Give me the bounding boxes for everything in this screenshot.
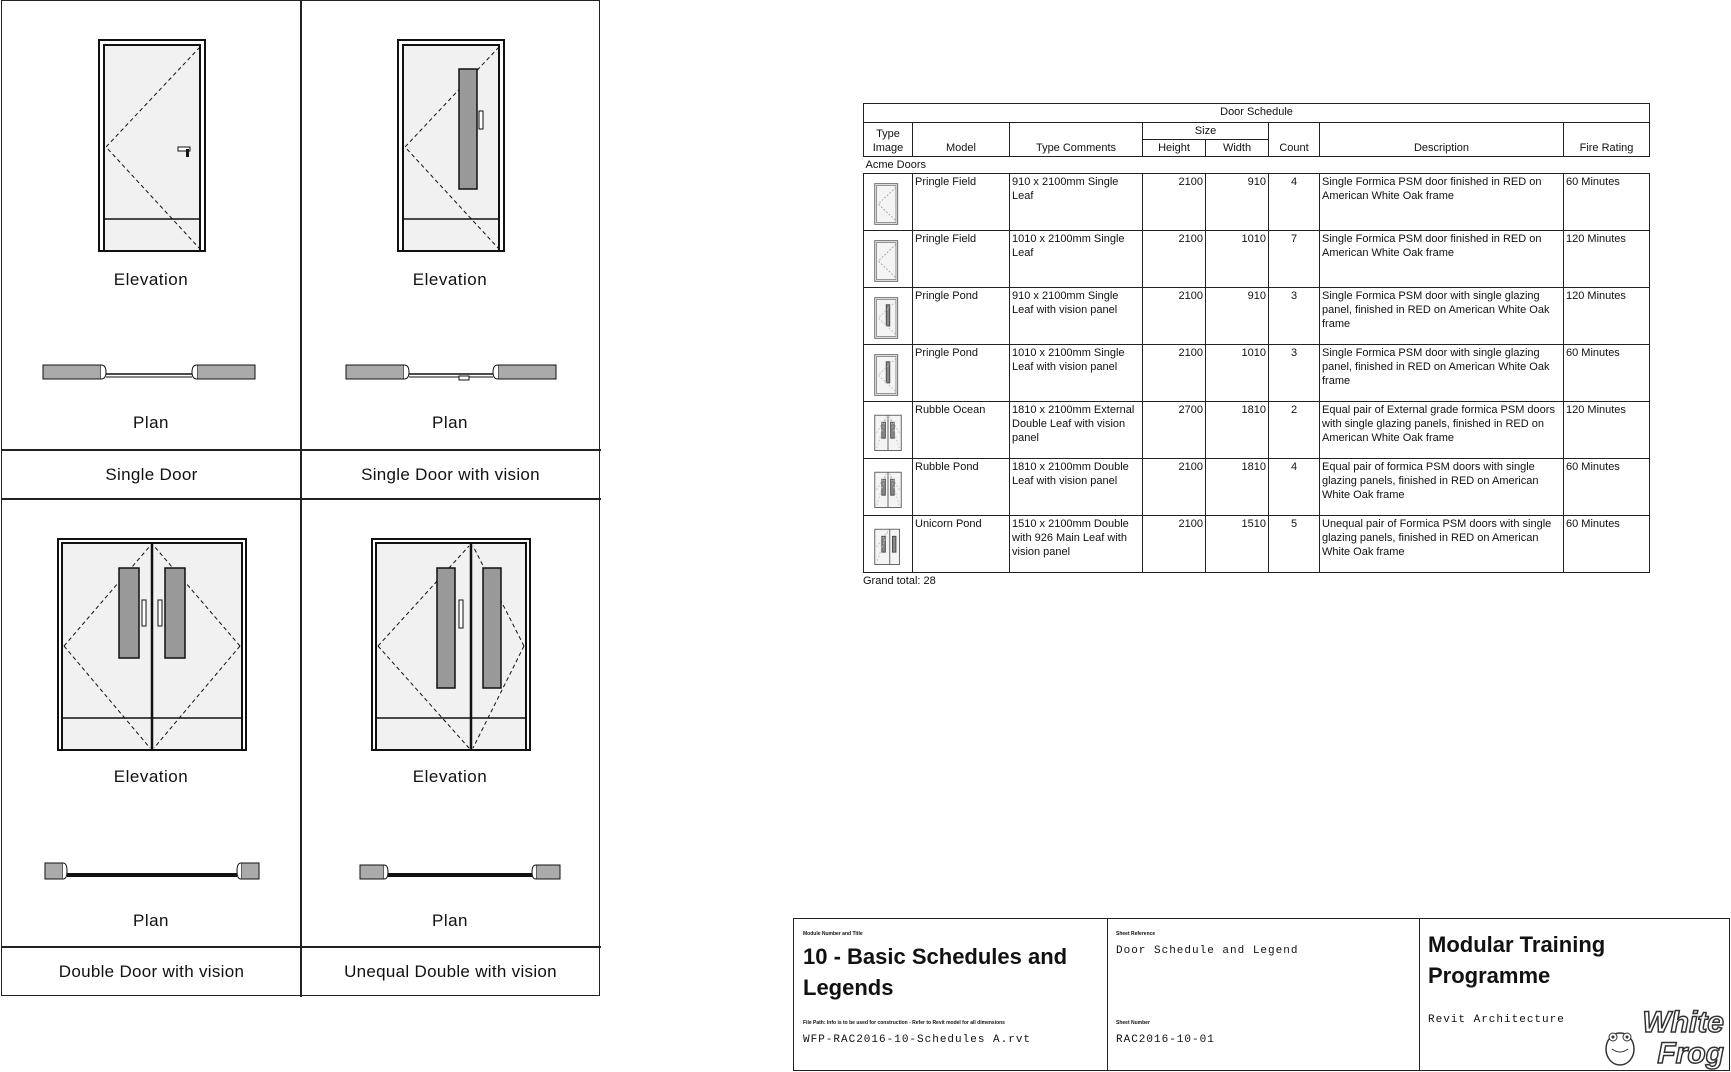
legend-cell-double-door-vision xyxy=(2,499,300,946)
legend-caption-double-door-vision: Double Door with vision xyxy=(58,962,245,981)
door-legend xyxy=(1,0,600,996)
schedule-row xyxy=(864,516,1650,573)
cell-width: 1010 xyxy=(1206,345,1269,402)
cell-width: 910 xyxy=(1206,174,1269,231)
cell-description: Equal pair of External grade formica PSM doors with single glazing panels, finished in RED on American White Oak frame xyxy=(1320,402,1564,459)
legend-caption-unequal-double-vision: Unequal Double with vision xyxy=(344,962,557,981)
single-door-vision-plan-drawing xyxy=(345,359,557,383)
cell-description: Single Formica PSM door finished in RED on American White Oak frame xyxy=(1320,174,1564,231)
sheet-no-caption: Sheet Number xyxy=(1116,1020,1150,1026)
header-fire-rating: Fire Rating xyxy=(1564,123,1650,157)
title-block-module xyxy=(794,919,1108,1070)
sheet-no: RAC2016-10-01 xyxy=(1116,1034,1215,1046)
cell-model: Rubble Pond xyxy=(913,459,1010,516)
header-size: Size xyxy=(1143,123,1269,140)
cell-description: Unequal pair of Formica PSM doors with single glazing panels, finished in RED on American White Oak frame xyxy=(1320,516,1564,573)
cell-fire-rating: 120 Minutes xyxy=(1564,288,1650,345)
legend-caption-single-door-vision: Single Door with vision xyxy=(361,465,540,484)
cell-fire-rating: 60 Minutes xyxy=(1564,345,1650,402)
cell-height: 2700 xyxy=(1143,402,1206,459)
grand-total: Grand total: 28 xyxy=(863,575,936,587)
door-thumbnail-icon xyxy=(873,350,903,400)
legend-cell-single-door-vision xyxy=(301,1,599,449)
unequal-double-elevation-drawing xyxy=(371,538,531,751)
single-door-vision-elevation-drawing xyxy=(397,39,505,252)
programme-title: Modular Training Programme xyxy=(1428,932,1606,988)
cell-model: Pringle Field xyxy=(913,174,1010,231)
elevation-label: Elevation xyxy=(412,767,488,786)
cell-width: 1810 xyxy=(1206,402,1269,459)
cell-width: 1510 xyxy=(1206,516,1269,573)
cell-fire-rating: 120 Minutes xyxy=(1564,231,1650,288)
product-name: Revit Architecture xyxy=(1428,1014,1565,1026)
cell-height: 2100 xyxy=(1143,288,1206,345)
schedule-title: Door Schedule xyxy=(864,104,1650,123)
elevation-label: Elevation xyxy=(113,270,189,289)
module-title: 10 - Basic Schedules and Legends xyxy=(803,944,1068,1000)
cell-description: Single Formica PSM door with single glazing panel, finished in RED on American White Oak frame xyxy=(1320,288,1564,345)
plan-label: Plan xyxy=(132,413,170,432)
cell-width: 1810 xyxy=(1206,459,1269,516)
header-type-image: Type Image xyxy=(864,123,913,157)
elevation-label: Elevation xyxy=(412,270,488,289)
cell-type-image xyxy=(864,516,913,573)
door-thumbnail-icon xyxy=(873,236,903,286)
cell-fire-rating: 120 Minutes xyxy=(1564,402,1650,459)
unequal-double-plan-drawing xyxy=(359,861,561,881)
logo-text: White Frog xyxy=(1642,1006,1724,1070)
cell-description: Single Formica PSM door with single glazing panel, finished in RED on American White Oak frame xyxy=(1320,345,1564,402)
schedule-row xyxy=(864,402,1650,459)
sheet-ref-caption: Sheet Reference xyxy=(1116,931,1156,937)
cell-description: Equal pair of formica PSM doors with single glazing panels, finished in RED on American White Oak frame xyxy=(1320,459,1564,516)
cell-model: Pringle Pond xyxy=(913,345,1010,402)
plan-label: Plan xyxy=(431,413,469,432)
cell-type-image xyxy=(864,459,913,516)
plan-label: Plan xyxy=(431,911,469,930)
cell-type-image xyxy=(864,174,913,231)
module-caption: Module Number and Title xyxy=(803,931,863,937)
cell-type-image xyxy=(864,402,913,459)
cell-type-image xyxy=(864,345,913,402)
door-thumbnail-icon xyxy=(873,293,903,343)
double-door-plan-drawing xyxy=(44,859,260,881)
schedule-group-header: Acme Doors xyxy=(865,159,927,171)
single-door-elevation-drawing xyxy=(98,39,206,252)
legend-cell-unequal-double-vision xyxy=(301,499,599,946)
plan-label: Plan xyxy=(132,911,170,930)
cell-type-image xyxy=(864,288,913,345)
cell-count: 3 xyxy=(1269,288,1320,345)
title-block-sheet xyxy=(1108,919,1420,1070)
cell-height: 2100 xyxy=(1143,345,1206,402)
cell-width: 1010 xyxy=(1206,231,1269,288)
schedule-row xyxy=(864,174,1650,231)
schedule-row xyxy=(864,459,1650,516)
schedule-row xyxy=(864,288,1650,345)
file-name: WFP-RAC2016-10-Schedules A.rvt xyxy=(803,1034,1032,1046)
cell-count: 7 xyxy=(1269,231,1320,288)
header-description: Description xyxy=(1320,123,1564,157)
cell-model: Rubble Ocean xyxy=(913,402,1010,459)
door-thumbnail-icon xyxy=(873,407,903,457)
cell-type-comments: 1810 x 2100mm External Double Leaf with vision panel xyxy=(1010,402,1143,459)
door-thumbnail-icon xyxy=(873,521,903,571)
cell-fire-rating: 60 Minutes xyxy=(1564,174,1650,231)
cell-height: 2100 xyxy=(1143,174,1206,231)
header-model: Model xyxy=(913,123,1010,157)
header-width: Width xyxy=(1206,140,1269,157)
door-thumbnail-icon xyxy=(873,464,903,514)
white-frog-logo xyxy=(1600,1007,1725,1071)
schedule-table xyxy=(863,103,1650,573)
title-block xyxy=(793,918,1730,1071)
file-caption: File Path: Info is to be used for construction - Refer to Revit model for all dimensions xyxy=(803,1020,1005,1026)
legend-divider xyxy=(2,946,601,948)
sheet-ref: Door Schedule and Legend xyxy=(1116,945,1299,957)
schedule-row xyxy=(864,231,1650,288)
cell-height: 2100 xyxy=(1143,459,1206,516)
single-door-plan-drawing xyxy=(42,359,256,383)
cell-description: Single Formica PSM door finished in RED on American White Oak frame xyxy=(1320,231,1564,288)
cell-type-comments: 1510 x 2100mm Double with 926 Main Leaf with vision panel xyxy=(1010,516,1143,573)
cell-fire-rating: 60 Minutes xyxy=(1564,516,1650,573)
cell-count: 5 xyxy=(1269,516,1320,573)
legend-caption-single-door: Single Door xyxy=(105,465,198,484)
cell-count: 4 xyxy=(1269,174,1320,231)
double-door-elevation-drawing xyxy=(57,538,247,751)
cell-type-image xyxy=(864,231,913,288)
cell-type-comments: 910 x 2100mm Single Leaf xyxy=(1010,174,1143,231)
legend-divider xyxy=(2,449,601,451)
cell-fire-rating: 60 Minutes xyxy=(1564,459,1650,516)
cell-type-comments: 910 x 2100mm Single Leaf with vision panel xyxy=(1010,288,1143,345)
title-block-programme xyxy=(1420,919,1729,1070)
cell-type-comments: 1010 x 2100mm Single Leaf xyxy=(1010,231,1143,288)
cell-type-comments: 1010 x 2100mm Single Leaf with vision panel xyxy=(1010,345,1143,402)
elevation-label: Elevation xyxy=(113,767,189,786)
cell-model: Unicorn Pond xyxy=(913,516,1010,573)
cell-height: 2100 xyxy=(1143,231,1206,288)
schedule-row xyxy=(864,345,1650,402)
cell-width: 910 xyxy=(1206,288,1269,345)
header-height: Height xyxy=(1143,140,1206,157)
cell-model: Pringle Field xyxy=(913,231,1010,288)
cell-model: Pringle Pond xyxy=(913,288,1010,345)
cell-count: 3 xyxy=(1269,345,1320,402)
cell-count: 2 xyxy=(1269,402,1320,459)
header-count: Count xyxy=(1269,123,1320,157)
cell-count: 4 xyxy=(1269,459,1320,516)
cell-height: 2100 xyxy=(1143,516,1206,573)
header-type-comments: Type Comments xyxy=(1010,123,1143,157)
door-schedule xyxy=(863,103,1649,587)
cell-type-comments: 1810 x 2100mm Double Leaf with vision panel xyxy=(1010,459,1143,516)
door-thumbnail-icon xyxy=(873,179,903,229)
legend-cell-single-door xyxy=(2,1,300,449)
